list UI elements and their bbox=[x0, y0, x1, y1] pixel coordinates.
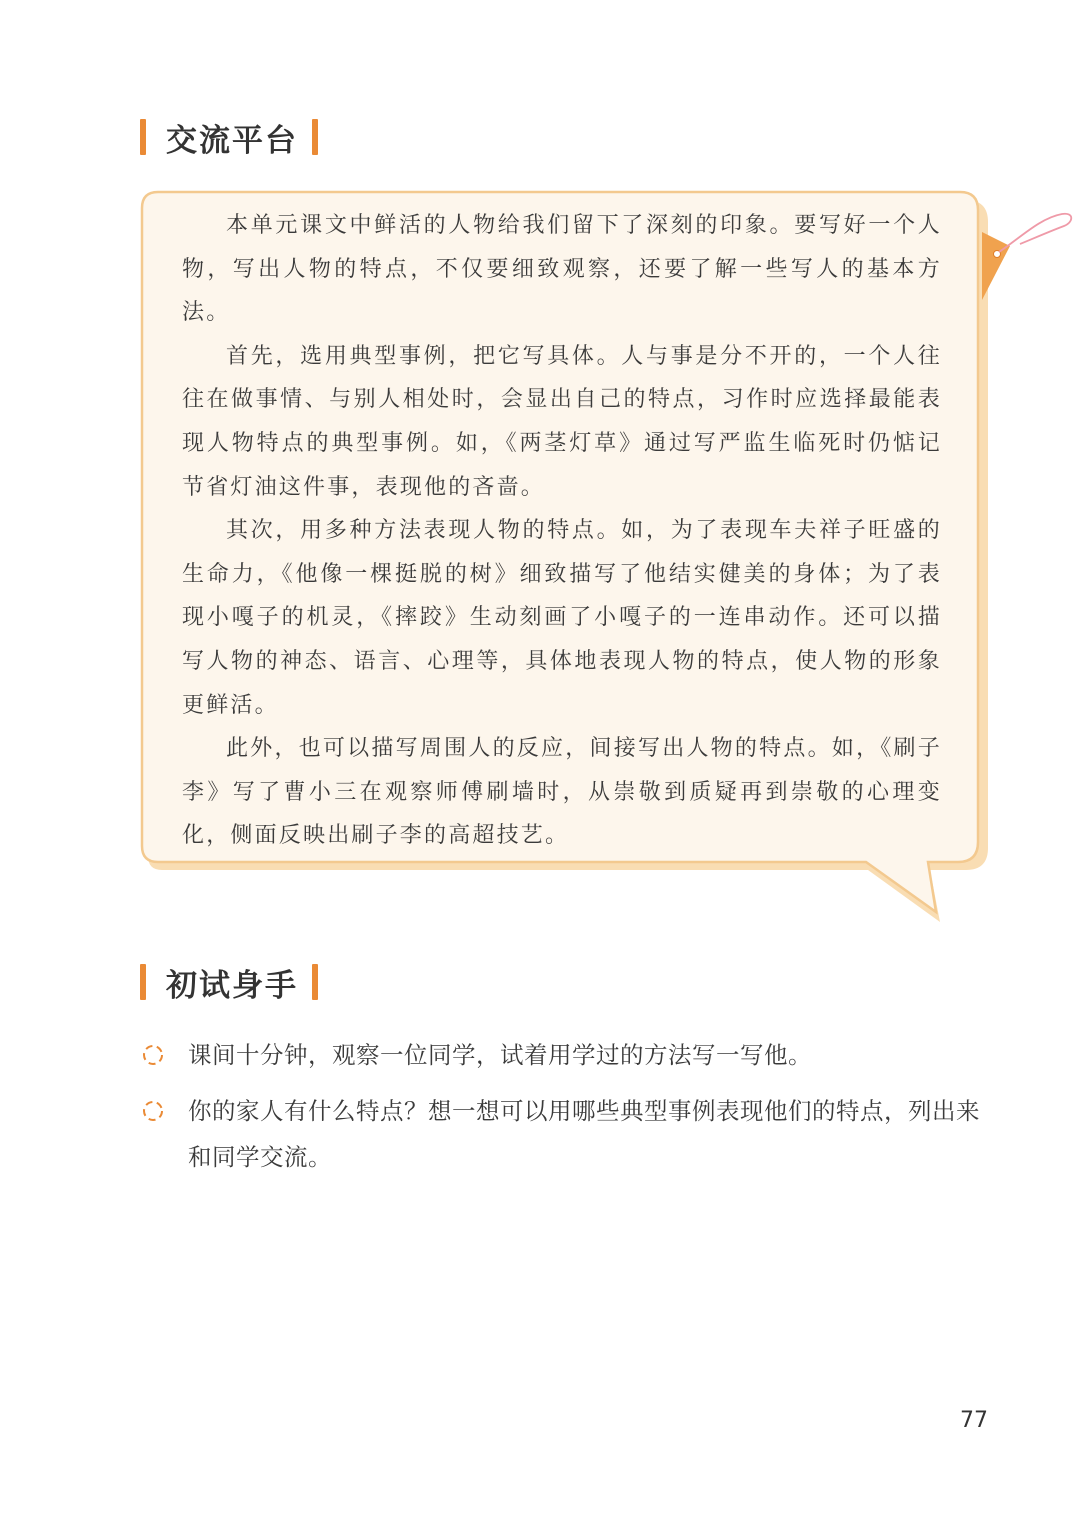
paragraph: 本单元课文中鲜活的人物给我们留下了深刻的印象。要写好一个人物，写出人物的特点，不仅要细致观察，还要了解一些写人的基本方法。 bbox=[182, 213, 942, 326]
section-title: 交流平台 bbox=[166, 122, 298, 159]
heading-bar-left bbox=[140, 964, 146, 1000]
task-text: 课间十分钟，观察一位同学，试着用学过的方法写一写他。 bbox=[188, 1041, 812, 1069]
dashed-circle-icon bbox=[142, 1044, 164, 1066]
section-title: 初试身手 bbox=[166, 967, 298, 1004]
dashed-circle-icon bbox=[142, 1100, 164, 1122]
tag-icon bbox=[982, 214, 1071, 300]
paragraph: 首先，选用典型事例，把它写具体。人与事是分不开的，一个人往往在做事情、与别人相处时，会显出自己的特点，习作时应选择最能表现人物特点的典型事例。如，《两茎灯草》通过写严监生临死时仍惦记节省灯油这件事，表现他的吝啬。 bbox=[182, 343, 942, 500]
heading-bar-right bbox=[312, 964, 318, 1000]
task-item bbox=[140, 1032, 1000, 1078]
section-heading-practice bbox=[140, 960, 318, 1004]
task-text: 你的家人有什么特点？想一想可以用哪些典型事例表现他们的特点，列出来和同学交流。 bbox=[188, 1097, 980, 1171]
task-item bbox=[140, 1088, 1000, 1180]
paragraph: 此外，也可以描写周围人的反应，间接写出人物的特点。如，《刷子李》写了曹小三在观察师傅刷墙时，从崇敬到质疑再到崇敬的心理变化，侧面反映出刷子李的高超技艺。 bbox=[182, 736, 942, 849]
paragraph: 其次，用多种方法表现人物的特点。如，为了表现车夫祥子旺盛的生命力，《他像一棵挺脱的树》细致描写了他结实健美的身体；为了表现小嘎子的机灵，《摔跤》生动刻画了小嘎子的一连串动作。还可以描写人物的神态、语言、心理等，具体地表现人物的特点，使人物的形象更鲜活。 bbox=[182, 518, 942, 718]
exchange-body bbox=[182, 204, 942, 858]
page-number: 77 bbox=[960, 1408, 988, 1433]
